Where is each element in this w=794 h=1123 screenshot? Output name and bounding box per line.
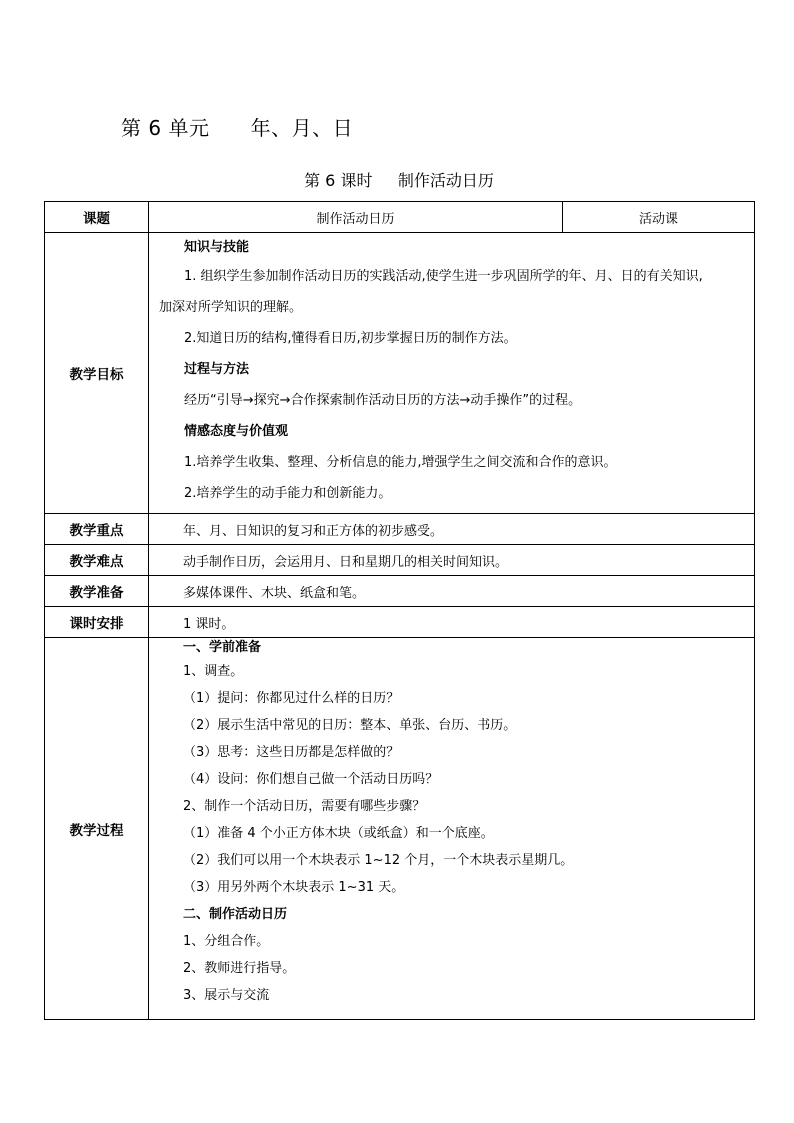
process-line: 3、展示与交流	[183, 988, 270, 1003]
process-line: （4）设问：你们想自己做一个活动日历吗？	[183, 772, 439, 787]
topic-label: 课题	[45, 202, 149, 233]
objectives-heading-attitude: 情感态度与价值观	[184, 424, 289, 439]
preparation-row	[45, 576, 755, 607]
process-content	[149, 638, 755, 1020]
objectives-item-4: 1.培养学生收集、整理、分析信息的能力,增强学生之间交流和合作的意识。	[184, 455, 617, 470]
process-line: 1、调查。	[183, 664, 244, 679]
difficulties-value: 动手制作日历，会运用月、日和星期几的相关时间知识。	[149, 545, 755, 576]
objectives-heading-process: 过程与方法	[184, 362, 250, 377]
lesson-type-value: 活动课	[563, 202, 755, 233]
objectives-row	[45, 233, 755, 514]
process-line: （1）提问：你都见过什么样的日历？	[183, 691, 400, 706]
objectives-item-1: 1. 组织学生参加制作活动日历的实践活动,使学生进一步巩固所学的年、月、日的有关知识,	[184, 269, 703, 284]
difficulties-row	[45, 545, 755, 576]
objectives-item-3: 经历“引导→探究→合作探索制作活动日历的方法→动手操作”的过程。	[184, 393, 582, 408]
schedule-row	[45, 607, 755, 638]
preparation-label: 教学准备	[45, 576, 149, 607]
process-row	[45, 638, 755, 1020]
process-line: （2）我们可以用一个木块表示 1~12 个月，一个木块表示星期几。	[183, 853, 574, 868]
topic-value: 制作活动日历	[149, 202, 563, 233]
objectives-item-2: 2.知道日历的结构,懂得看日历,初步掌握日历的制作方法。	[184, 331, 517, 346]
process-line: 2、教师进行指导。	[183, 961, 296, 976]
process-line: 2、制作一个活动日历，需要有哪些步骤？	[183, 799, 426, 814]
process-line: （2）展示生活中常见的日历：整本、单张、台历、书历。	[183, 718, 517, 733]
key-points-row	[45, 514, 755, 545]
objectives-item-1-continued: 加深对所学知识的理解。	[159, 300, 303, 315]
process-line: 1、分组合作。	[183, 934, 270, 949]
process-label: 教学过程	[45, 638, 149, 1020]
objectives-item-5: 2.培养学生的动手能力和创新能力。	[184, 486, 392, 501]
difficulties-label: 教学难点	[45, 545, 149, 576]
header-row	[45, 202, 755, 233]
process-line: （1）准备 4 个小正方体木块（或纸盒）和一个底座。	[183, 826, 494, 841]
preparation-value: 多媒体课件、木块、纸盒和笔。	[149, 576, 755, 607]
process-heading-2: 二、制作活动日历	[183, 907, 288, 922]
schedule-value: 1 课时。	[149, 607, 755, 638]
lesson-title: 第 6 课时 制作活动日历	[304, 171, 494, 190]
process-heading-1: 一、学前准备	[183, 640, 262, 655]
schedule-label: 课时安排	[45, 607, 149, 638]
key-points-value: 年、月、日知识的复习和正方体的初步感受。	[149, 514, 755, 545]
objectives-content	[149, 233, 755, 514]
objectives-heading-knowledge: 知识与技能	[184, 240, 250, 255]
objectives-label: 教学目标	[45, 233, 149, 514]
lesson-plan-table	[44, 201, 755, 1020]
key-points-label: 教学重点	[45, 514, 149, 545]
process-line: （3）思考：这些日历都是怎样做的？	[183, 745, 400, 760]
process-line: （3）用另外两个木块表示 1~31 天。	[183, 880, 405, 895]
unit-title: 第 6 单元 年、月、日	[121, 116, 354, 140]
